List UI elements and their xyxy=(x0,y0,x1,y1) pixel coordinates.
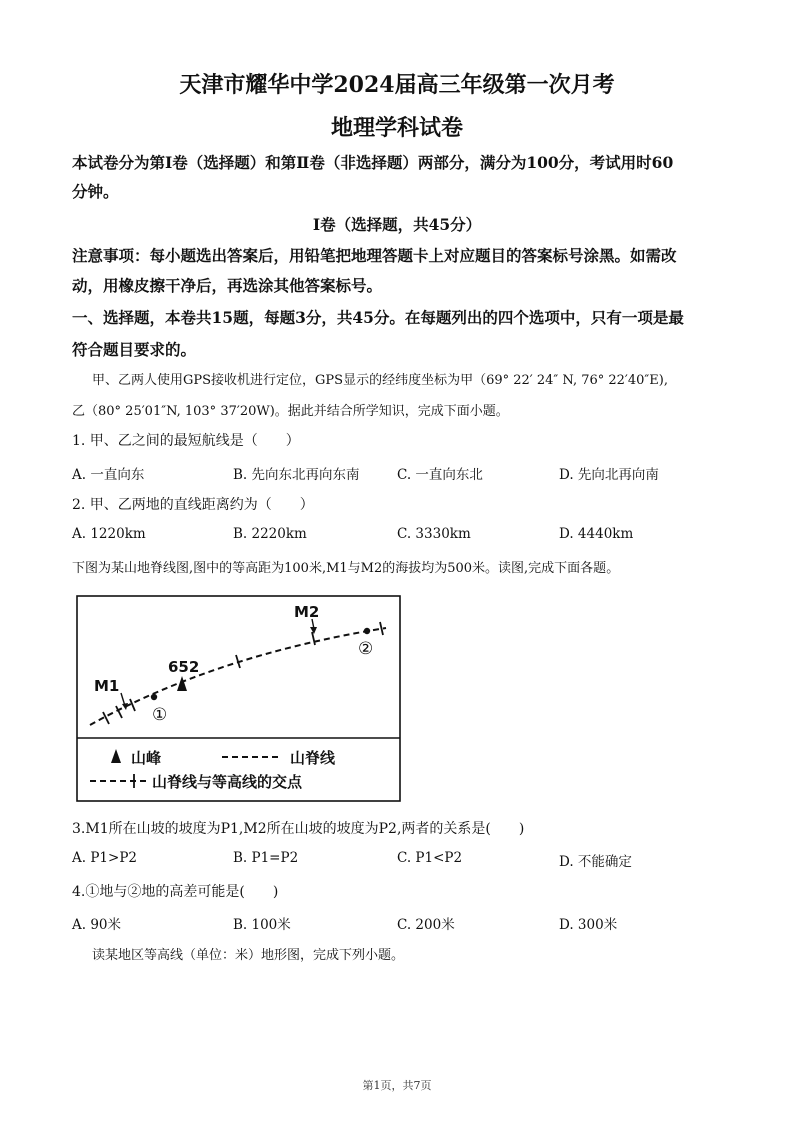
question-3-option-c[interactable]: C. P1<P2 xyxy=(397,850,463,866)
gps-intro-line-2: 乙（80° 25′01″N, 103° 37′20W)。据此并结合所学知识，完成下面小题。 xyxy=(72,404,509,419)
question-1-option-d[interactable]: D. 先向北再向南 xyxy=(559,467,659,483)
question-4-option-a[interactable]: A. 90米 xyxy=(72,917,122,933)
point-2-label: ② xyxy=(358,639,374,659)
exam-subtitle: 地理学科试卷 xyxy=(330,115,463,141)
peak-icon xyxy=(177,676,187,691)
question-3-stem: 3.M1所在山坡的坡度为P1,M2所在山坡的坡度为P2,两者的关系是( ) xyxy=(72,821,525,837)
tick-5 xyxy=(312,632,315,645)
intro-line-2: 分钟。 xyxy=(72,182,119,201)
question-2-option-d[interactable]: D. 4440km xyxy=(559,526,634,542)
question-4-stem: 4.①地与②地的高差可能是( ) xyxy=(72,884,279,900)
legend-peak-label: 山峰 xyxy=(131,749,162,767)
question-3-option-a[interactable]: A. P1>P2 xyxy=(72,850,137,866)
point-1-label: ① xyxy=(152,705,168,725)
intro-line-1: 本试卷分为第Ⅰ卷（选择题）和第Ⅱ卷（非选择题）两部分，满分为100分，考试用时60 xyxy=(72,153,674,172)
question-3-option-b[interactable]: B. P1=P2 xyxy=(233,850,299,866)
legend-intersection-label: 山脊线与等高线的交点 xyxy=(152,773,303,791)
question-3-option-d[interactable]: D. 不能确定 xyxy=(559,854,632,870)
question-2-option-a[interactable]: A. 1220km xyxy=(72,526,146,542)
contour-map-intro: 读某地区等高线（单位：米）地形图，完成下列小题。 xyxy=(92,948,405,963)
m2-arrow-head xyxy=(310,627,317,634)
contour-ticks xyxy=(103,622,383,724)
question-2-stem: 2. 甲、乙两地的直线距离约为（ ） xyxy=(72,497,314,513)
exam-title: 天津市耀华中学2024届高三年级第一次月考 xyxy=(179,72,615,98)
notice-line-2: 动，用橡皮擦干净后，再选涂其他答案标号。 xyxy=(72,276,383,295)
question-4-option-b[interactable]: B. 100米 xyxy=(233,917,291,933)
question-4-option-d[interactable]: D. 300米 xyxy=(559,917,618,933)
peak-elevation: 652 xyxy=(168,658,200,676)
question-2-option-b[interactable]: B. 2220km xyxy=(233,526,307,542)
figure-border xyxy=(77,596,400,801)
m1-label: M1 xyxy=(94,677,120,695)
question-4-option-c[interactable]: C. 200米 xyxy=(397,917,455,933)
question-1-option-a[interactable]: A. 一直向东 xyxy=(72,467,145,483)
point-2-dot xyxy=(364,628,370,634)
question-2-option-c[interactable]: C. 3330km xyxy=(397,526,471,542)
legend-peak-icon xyxy=(111,749,121,763)
question-1-stem: 1. 甲、乙之间的最短航线是（ ） xyxy=(72,433,300,449)
tick-6 xyxy=(380,622,383,635)
ridge-line-figure xyxy=(76,595,402,803)
instruction-line-2: 符合题目要求的。 xyxy=(72,340,197,359)
point-1-dot xyxy=(151,694,157,700)
question-1-option-c[interactable]: C. 一直向东北 xyxy=(397,467,483,483)
gps-intro-line-1: 甲、乙两人使用GPS接收机进行定位，GPS显示的经纬度坐标为甲（69° 22′ 24″ N, 76° 22′40″E), xyxy=(92,373,668,388)
m2-label: M2 xyxy=(294,603,320,621)
question-1-option-b[interactable]: B. 先向东北再向东南 xyxy=(233,467,360,483)
legend-ridge-line-label: 山脊线 xyxy=(290,749,336,767)
page-number: 第1页，共7页 xyxy=(362,1079,432,1092)
map-intro: 下图为某山地脊线图,图中的等高距为100米,M1与M2的海拔均为500米。读图,完成下面各题。 xyxy=(72,561,620,576)
notice-line-1: 注意事项：每小题选出答案后，用铅笔把地理答题卡上对应题目的答案标号涂黑。如需改 xyxy=(72,246,677,265)
instruction-line-1: 一、选择题，本卷共15题，每题3分，共45分。在每题列出的四个选项中，只有一项是最 xyxy=(72,308,684,327)
section-heading: Ⅰ卷（选择题，共45分） xyxy=(312,215,482,234)
